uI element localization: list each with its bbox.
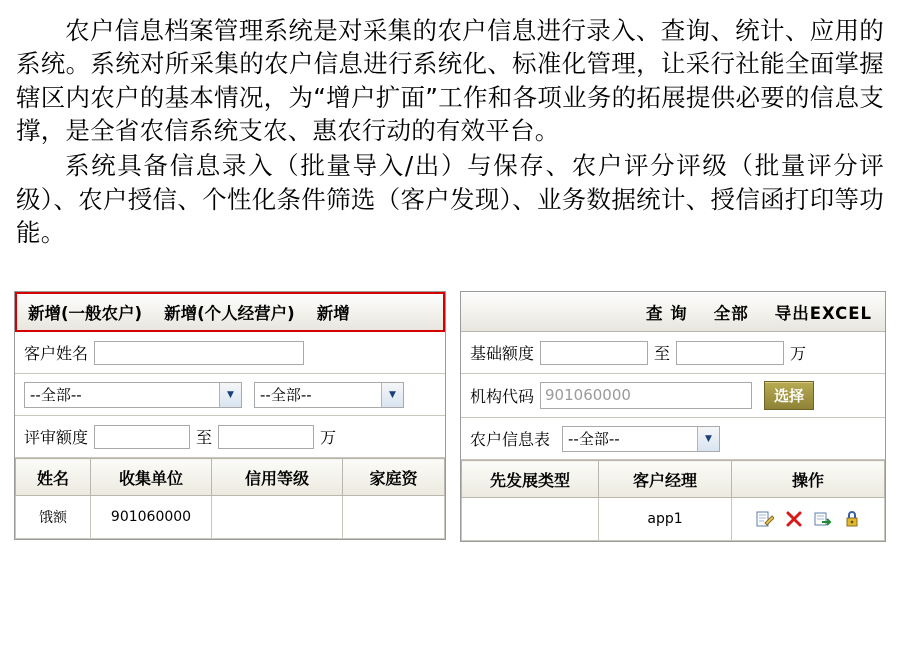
edit-icon[interactable] <box>756 510 774 528</box>
farmer-table-label: 农户信息表 <box>470 430 551 449</box>
filter-select-2[interactable] <box>254 382 404 408</box>
column-header-credit-rating: 信用等级 <box>212 459 343 496</box>
right-results-table <box>461 460 885 541</box>
amount-unit-label: 万 <box>320 428 337 447</box>
review-amount-to-input[interactable] <box>218 425 314 449</box>
farmer-table-select[interactable] <box>562 426 720 452</box>
customer-name-input[interactable] <box>94 341 304 365</box>
base-amount-to-input[interactable] <box>676 341 784 365</box>
add-more-button[interactable]: 新增 <box>316 304 350 323</box>
org-code-input[interactable]: 901060000 <box>540 382 752 409</box>
add-general-farmer-button[interactable]: 新增(一般农户) <box>28 304 143 323</box>
cell-operations <box>732 498 885 541</box>
review-amount-label: 评审额度 <box>24 428 89 447</box>
farmer-table-select-value: --全部-- <box>568 430 620 448</box>
table-row[interactable] <box>462 498 885 541</box>
customer-name-row <box>15 332 445 374</box>
column-header-family-asset: 家庭资 <box>343 459 445 496</box>
column-header-collect-unit: 收集单位 <box>91 459 212 496</box>
farmer-table-row <box>461 418 885 460</box>
export-icon[interactable] <box>814 510 832 528</box>
customer-name-label: 客户姓名 <box>24 344 89 363</box>
cell-dev-type <box>462 498 599 541</box>
paragraph-1: 农户信息档案管理系统是对采集的农户信息进行录入、查询、统计、应用的系统。系统对所采集的农户信息进行系统化、标准化管理，让采行社能全面掌握辖区内农户的基本情况，为“增户扩面”工作和各项业务的拓展提供必要的信息支撑，是全省农信系统支农、惠农行动的有效平台。 <box>16 16 884 145</box>
base-amount-label: 基础额度 <box>470 344 535 363</box>
chevron-down-icon[interactable]: ▼ <box>219 383 241 407</box>
authorize-icon[interactable] <box>843 510 861 528</box>
left-app-panel <box>14 291 446 540</box>
review-amount-from-input[interactable] <box>94 425 190 449</box>
cell-family-asset <box>343 496 445 539</box>
range-separator: 至 <box>196 428 213 447</box>
org-code-label: 机构代码 <box>470 387 535 406</box>
filter-select-2-value: --全部-- <box>260 386 312 404</box>
column-header-name: 姓名 <box>16 459 91 496</box>
table-row[interactable] <box>16 496 445 539</box>
cell-credit-rating <box>212 496 343 539</box>
chevron-down-icon[interactable]: ▼ <box>381 383 403 407</box>
amount-unit-label: 万 <box>790 344 807 363</box>
filter-selects-row <box>15 374 445 416</box>
chevron-down-icon[interactable]: ▼ <box>697 427 719 451</box>
cell-name: 饿额 <box>16 496 91 539</box>
table-header-row <box>16 459 445 496</box>
column-header-operations: 操作 <box>732 461 885 498</box>
base-amount-from-input[interactable] <box>540 341 648 365</box>
right-app-panel <box>460 291 886 542</box>
delete-icon[interactable] <box>785 510 803 528</box>
right-toolbar <box>461 292 885 332</box>
org-code-select-button[interactable]: 选择 <box>764 381 814 410</box>
review-amount-row <box>15 416 445 458</box>
action-icon-group <box>733 510 883 528</box>
column-header-dev-type: 先发展类型 <box>462 461 599 498</box>
org-code-row <box>461 374 885 418</box>
add-individual-business-button[interactable]: 新增(个人经营户) <box>164 304 295 323</box>
left-results-table <box>15 458 445 539</box>
document-body <box>0 0 900 249</box>
query-button[interactable]: 查 询 <box>645 303 688 323</box>
all-button[interactable]: 全部 <box>713 303 749 323</box>
cell-collect-unit: 901060000 <box>91 496 212 539</box>
paragraph-2: 系统具备信息录入（批量导入/出）与保存、农户评分评级（批量评分评级）、农户授信、个性化条件筛选（客户发现）、业务数据统计、授信函打印等功能。 <box>16 151 884 247</box>
column-header-manager: 客户经理 <box>599 461 732 498</box>
filter-select-1[interactable] <box>24 382 242 408</box>
cell-manager: app1 <box>599 498 732 541</box>
screenshot-row <box>14 291 886 542</box>
filter-select-1-value: --全部-- <box>30 386 82 404</box>
base-amount-row <box>461 332 885 374</box>
left-toolbar <box>15 292 445 332</box>
export-excel-button[interactable]: 导出EXCEL <box>774 303 872 323</box>
range-separator: 至 <box>654 344 671 363</box>
table-header-row <box>462 461 885 498</box>
